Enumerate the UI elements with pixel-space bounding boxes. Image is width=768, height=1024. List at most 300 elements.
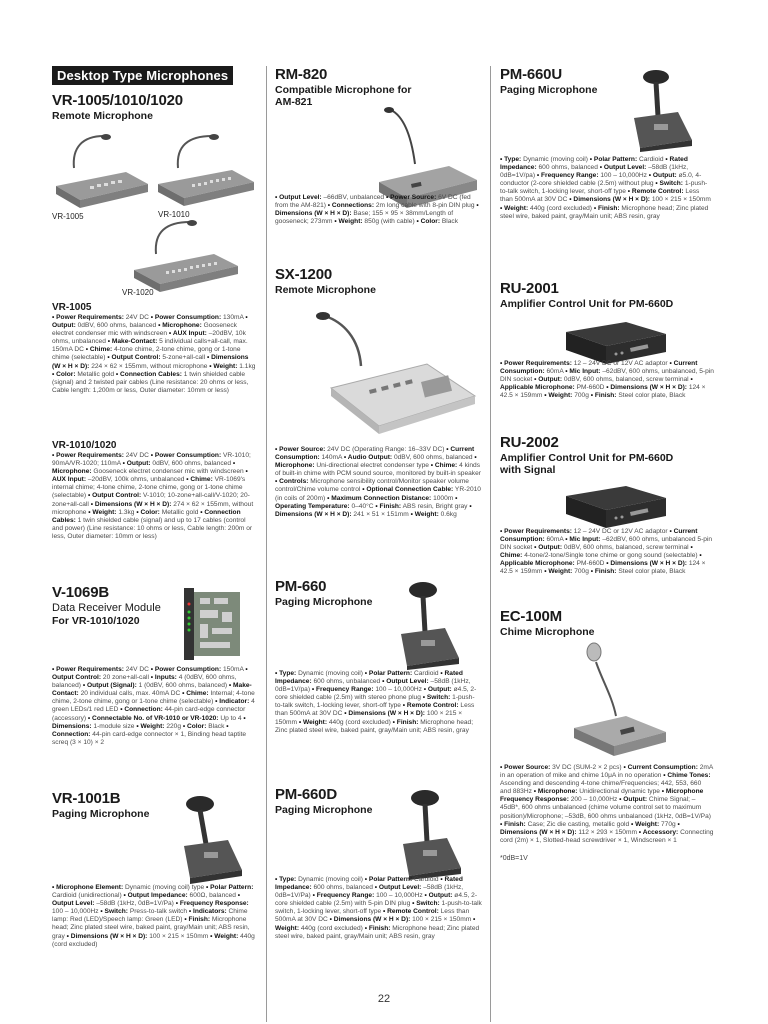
spec-label: • Weight: (88, 508, 117, 516)
spec-value: Less than 500mA at 30V DC (275, 908, 470, 924)
spec-value: Internal; 4-tone chime, 2-tone chime, gong or 1-tone chime (selectable) (52, 690, 255, 706)
product-subtitle: Chime Microphone (500, 626, 595, 638)
spec-value: 1 (0dBV, 600 ohms, balanced) (136, 682, 228, 690)
spec-label: • Color: (52, 370, 76, 378)
spec-label: • Output: (534, 376, 563, 384)
spec-value: 24V DC (123, 452, 149, 459)
spec-value: Microphone head; Zinc plated steel wire, baked paint, gray/Main unit; ABS resin, gray (275, 718, 474, 734)
spec-text (500, 764, 714, 845)
spec-value: Cardioid (412, 876, 439, 883)
product-model: VR-1001B (52, 790, 121, 807)
spec-value: 0dBV, 600 ohms, balanced (150, 460, 231, 468)
spec-label: • Dimensions (W × H × D): (275, 502, 472, 518)
spec-label: • Remote Control: (402, 702, 459, 710)
spec-label: • Chime Tones: (663, 772, 711, 780)
spec-value: 440g (cord excluded) (299, 924, 363, 932)
spec-value: 1.1kg (237, 362, 256, 370)
spec-label: • Output: (534, 544, 563, 552)
ru2002-photo (560, 478, 670, 532)
spec-label: • Operating Temperature: (275, 494, 458, 510)
spec-label: • Microphone: (275, 454, 477, 470)
spec-label: • Power Consumption: (150, 314, 222, 321)
spec-label: • Power Consumption: (150, 452, 222, 459)
spec-label: • Switch: (100, 908, 128, 916)
spec-label: • Switch: (412, 900, 440, 908)
product-sx1200 (275, 266, 482, 296)
spec-label: • Current Consumption: (623, 764, 698, 771)
spec-value: 24V DC (Operating Range: 16–33V DC) (325, 446, 445, 453)
spec-value: 600 ohms, balanced (536, 164, 598, 172)
spec-value: 4 green LEDs/1 red LED (52, 698, 255, 714)
spec-sx1200 (275, 446, 482, 519)
spec-value: Less than 500mA at 30V DC (500, 188, 700, 204)
spec-value: –58dB (1kHz, 0dB=1V/pa) (275, 678, 471, 694)
spec-label: • Dimensions: (52, 714, 246, 730)
spec-value: Cardioid (unidirectional) (52, 892, 122, 900)
spec-value: 6V DC (fed from the AM-821) (275, 194, 471, 210)
spec-label: • Power Source: (385, 194, 437, 201)
spec-label: • Weight: (334, 218, 363, 226)
spec-value: 100 – 10,000Hz (52, 908, 99, 916)
spec-heading: VR-1005 (52, 302, 92, 313)
spec-label: • Power Requirements: (52, 314, 124, 321)
pm660d-photo (387, 788, 467, 880)
spec-label: • Finish: (593, 204, 620, 212)
spec-value: 1-push-to-talk switch, 1-locking lever, short-off type (275, 900, 482, 916)
spec-label: • Weight: (630, 820, 660, 828)
spec-label: • Output Level: (599, 164, 647, 172)
spec-value: Ascending and descending 4-tone chime/Frequencies; 442, 553, 660 and 883Hz (500, 780, 702, 796)
spec-label: • Polar Pattern: (364, 876, 413, 883)
spec-vr1010-1020 (52, 440, 257, 541)
spec-label: • Dimensions (W × H × D): (52, 354, 249, 370)
spec-value: Gooseneck electret condenser mic with windscreen (91, 468, 244, 476)
product-subtitle: Compatible Microphone for AM-821 (275, 84, 412, 108)
spec-value: 12 – 24V DC or 12V AC adaptor (571, 528, 668, 535)
spec-value: 100 – 10,000Hz (373, 686, 422, 694)
spec-label: • Frequency Range: (311, 686, 374, 694)
product-model: RU-2001 (500, 280, 559, 297)
spec-label: • Remote Control: (383, 908, 439, 916)
spec-label: • Output Level: (275, 194, 322, 201)
spec-value: 440g (cord excluded) (528, 204, 592, 212)
product-subtitle: Remote Microphone (52, 110, 153, 122)
spec-label: • Output: (619, 796, 648, 804)
spec-text (275, 876, 482, 941)
spec-label: • Switch: (422, 694, 451, 702)
spec-label: • AUX Input: (168, 330, 207, 338)
sx1200-photo (309, 304, 479, 440)
spec-label: • Color: (136, 508, 160, 516)
spec-value: 241 × 51 × 151mm (351, 510, 409, 518)
spec-label: • Output Level: (52, 892, 241, 908)
spec-label: • Dimensions (W × H × D): (500, 820, 680, 836)
vr1005-photo (52, 128, 152, 214)
spec-value: 100 × 215 × 150mm (650, 196, 711, 204)
spec-label: • Power Requirements: (52, 666, 124, 673)
spec-text (500, 156, 714, 221)
product-model: RM-820 (275, 66, 328, 83)
spec-value: Chime lamp: Red (LED)/Speech lamp: Green (LED) (52, 908, 248, 924)
spec-value: Microphone head; Zinc plated steel wire, baked paint, gray/Main unit; ABS resin, gray (275, 924, 480, 940)
spec-label: • Polar Pattern: (589, 156, 638, 163)
product-subtitle: Paging Microphone (500, 84, 598, 96)
spec-label: • Weight: (544, 568, 573, 576)
spec-value: PM-660D (574, 560, 605, 568)
spec-value: Steel color plate, Black (616, 392, 686, 400)
spec-label: • Output: (122, 460, 151, 468)
spec-label: • Current Consumption: (500, 360, 698, 376)
spec-label: • Weight: (544, 392, 573, 400)
column-2 (275, 66, 482, 984)
product-ec100m (500, 608, 714, 638)
spec-label: • AUX Input: (52, 468, 248, 484)
spec-text (275, 446, 482, 519)
spec-label: • Power Requirements: (500, 528, 572, 535)
spec-value: 1.3kg (116, 508, 135, 516)
spec-value: 0dBV, 600 ohms, balanced, screw terminal (562, 376, 689, 384)
spec-value: Chime Signal; –45dB*, 600 ohms unbalanced (chime volume control set to maximum position)/Microphone; –53dB, 600 ohms unbalanced (1kHz, 0dB=1V/Pa) (500, 796, 711, 820)
spec-label: • Frequency Response: (175, 900, 249, 908)
spec-value: 274 × 62 × 155mm, without microphone (52, 500, 254, 516)
spec-label: • Indicators: (188, 908, 227, 916)
spec-label: • Output Level: (382, 678, 429, 686)
spec-label: • Dimensions (W × H × D): (606, 560, 687, 568)
spec-label: • Dimensions (W × H × D): (329, 916, 411, 924)
spec-heading: VR-1010/1020 (52, 440, 117, 451)
spec-value: 440g (cord excluded) (327, 718, 391, 726)
spec-value: 2m long cable with 8-pin DIN plug (374, 202, 475, 210)
product-ru2002 (500, 434, 714, 476)
caption-vr1020: VR-1020 (122, 288, 154, 297)
spec-value: 440g (cord excluded) (52, 932, 255, 948)
spec-value: 4-tone chime, 2-tone chime, gong or 1-tone chime (selectable) (52, 346, 241, 362)
spec-label: • Mic Input: (565, 536, 601, 544)
product-subtitle: Data Receiver Module (52, 602, 161, 614)
spec-label: • Applicable Microphone: (500, 552, 702, 568)
spec-label: • Chime: (85, 346, 113, 354)
spec-label: • Polar Pattern: (206, 884, 254, 891)
spec-label: • Output (Signal): (82, 682, 137, 690)
spec-value: 112 × 293 × 150mm (576, 828, 637, 836)
spec-ru2001 (500, 360, 714, 400)
spec-value: 44-pin card-edge connector (accessory) (52, 706, 246, 722)
spec-value: Connecting cord (2m) × 1, Slotted-head screwdriver × 1, Windscreen × 1 (500, 828, 714, 844)
spec-value: 150mA (221, 666, 244, 673)
spec-value: Dynamic (moving coil) type (123, 884, 205, 891)
caption-vr1005: VR-1005 (52, 212, 84, 221)
spec-value: 220g (164, 722, 182, 730)
spec-pm660 (275, 670, 482, 735)
spec-value: Cardioid (637, 156, 664, 163)
spec-value: ø4.5, 2-core shielded cable (2.5m) with stereo phone plug (275, 686, 477, 702)
spec-value: 124 × 42.5 × 159mm (500, 384, 706, 400)
spec-value: PM-660D (574, 384, 605, 392)
spec-label: • Connection: (52, 722, 229, 738)
caption-vr1010: VR-1010 (158, 210, 190, 219)
spec-value: 1 twin shielded cable (signal) and 2 twisted pair cables (Line resistance: 20 ohms or less, Cable length: 1,200m or less, Outer diameter: 10mm or less) (52, 370, 249, 394)
spec-value: –58dB (1kHz, 0dB=1V/pa) (500, 164, 689, 180)
spec-value: 1 twin shielded cable (signal) and up to 17 cables (control and power) (Line resistance: 10 ohms or less, Cable length: 200m or less, Outer diameter: 10mm or less) (52, 516, 253, 540)
spec-label: • Finish: (590, 568, 617, 576)
spec-label: • Finish: (184, 916, 211, 924)
footnote: *0dB=1V (500, 854, 528, 862)
product-ru2001 (500, 280, 714, 310)
spec-label: • Remote Control: (627, 188, 684, 196)
product-subtitle: Paging Microphone (52, 808, 150, 820)
spec-value: Metallic gold (75, 370, 115, 378)
spec-label: • Rated Impedance: (275, 876, 463, 892)
spec-label: • Dimensions (W × H × D): (344, 710, 426, 718)
product-model: V-1069B (52, 584, 109, 601)
spec-value: –66dBV, unbalanced (321, 194, 385, 201)
spec-label: • Weight: (298, 718, 328, 726)
spec-label: • Output Control: (87, 492, 142, 500)
spec-label: • Indicator: (215, 698, 250, 706)
spec-vr1001b (52, 884, 257, 949)
spec-value: Base; 155 × 95 × 38mm/Length of gooseneck; 273mm (275, 210, 454, 226)
spec-label: • Type: (275, 876, 297, 883)
spec-label: • Microphone Element: (52, 884, 124, 891)
spec-value: 0dBV, 600 ohms, balanced (75, 322, 157, 330)
spec-value: 224 × 62 × 155mm, without microphone (89, 362, 208, 370)
spec-value: Cardioid (412, 670, 439, 677)
spec-label: • Finish: (375, 502, 402, 510)
spec-value: 2mA in an operation of mike and chime 10μA in no operation (500, 764, 713, 780)
spec-text (52, 666, 257, 747)
spec-value: –62dBV, 600 ohms, unbalanced, 5-pin DIN socket (500, 368, 714, 384)
spec-label: • Weight: (275, 916, 476, 932)
spec-label: • Finish: (392, 718, 419, 726)
spec-label: • Connection Cables: (52, 508, 241, 524)
spec-value: 60mA (544, 536, 564, 544)
spec-label: • Microphone: (52, 460, 236, 476)
spec-value: 5-zone+all-call (160, 354, 206, 362)
spec-label: • Power Source: (275, 446, 326, 453)
spec-value: Less than 500mA at 30V DC (275, 702, 475, 718)
product-rm820 (275, 66, 482, 108)
spec-value: –58dB (1kHz, 0dB=1V/Pa) (275, 884, 464, 900)
spec-label: • Weight: (136, 722, 165, 730)
spec-value: 100 × 215 × 150mm (275, 710, 463, 726)
spec-label: • Power Source: (500, 764, 551, 771)
spec-value: 1000m (431, 494, 454, 502)
spec-value: 0dBV, 600 ohms, balanced (392, 454, 473, 462)
spec-label: • Current Consumption: (500, 528, 698, 544)
spec-value: Press-to-talk switch (128, 908, 187, 916)
spec-value: 12 – 24V DC or 12V AC adaptor (571, 360, 668, 367)
spec-value: Microphone head; Zinc plated steel wire, baked paint, gray/Main unit; ABS resin, gray (500, 204, 709, 220)
spec-label: • Applicable Microphone: (500, 376, 693, 392)
spec-value: –58dB (1kHz, 0dB=1V/Pa) (94, 900, 174, 908)
spec-label: • Weight: (209, 362, 238, 370)
pm660u-photo (618, 68, 698, 152)
spec-label: • Mic Input: (565, 368, 601, 376)
spec-label: • Connection: (120, 706, 163, 714)
spec-label: • Output Impedance: (123, 892, 188, 900)
spec-v1069b (52, 666, 257, 747)
spec-ru2002 (500, 528, 714, 577)
spec-label: • Connectable No. of VR-1010 or VR-1020: (87, 714, 219, 722)
spec-label: • Output: (424, 892, 453, 900)
spec-value: 24V DC (123, 314, 149, 321)
spec-rm820 (275, 194, 482, 226)
spec-text (52, 452, 257, 541)
spec-label: • Color: (182, 722, 207, 730)
spec-text (500, 360, 714, 400)
spec-label: • Microphone: (158, 322, 202, 330)
spec-value: Black (440, 218, 459, 226)
spec-value: 200 – 10,000Hz (568, 796, 618, 804)
spec-value: 100 – 10,000Hz (598, 172, 647, 180)
product-subtitle: Amplifier Control Unit for PM-660D with Signal (500, 452, 674, 476)
spec-label: • Power Requirements: (500, 360, 572, 367)
spec-value: 850g (with cable) (362, 218, 415, 226)
spec-label: • Make-Contact: (52, 682, 252, 698)
spec-text (52, 314, 257, 395)
spec-value: Steel color plate, Black (616, 568, 686, 576)
spec-label: • Output Level: (374, 884, 422, 892)
spec-value: Microphone head; Zinc plated steel wire, baked paint, gray/Main unit; ABS resin, gray (52, 916, 250, 940)
spec-value: 100 × 215 × 150mm (147, 932, 209, 940)
spec-value: 5 individual calls+all-call, max. 150mA DC (52, 338, 248, 354)
spec-text (500, 528, 714, 577)
spec-value: 1-push-to-talk switch, 1-locking lever, short-off type (275, 694, 475, 710)
spec-value: 600Ω, balanced (187, 892, 236, 900)
spec-value: 600 ohms, unbalanced (311, 678, 381, 686)
spec-label: • Frequency Range: (536, 172, 599, 180)
page-number: 22 (377, 993, 391, 1005)
spec-value: 0dBV, 600 ohms, balanced, screw terminal (562, 544, 689, 552)
spec-label: • Finish: (590, 392, 617, 400)
column-divider (266, 66, 267, 1022)
spec-value: 770g (659, 820, 676, 828)
spec-value: ø5.0, 4-conductor (2-core shielded cable (2.5m) without plug (500, 172, 702, 188)
spec-ec100m (500, 764, 714, 862)
spec-label: • Chime: (186, 476, 213, 484)
spec-label: • Chime: (500, 544, 693, 560)
spec-label: • Controls: (275, 478, 309, 486)
spec-value: 60mA (544, 368, 564, 376)
spec-value: Up to 4 (218, 714, 242, 722)
v1069b-module-photo (178, 584, 248, 664)
product-model: PM-660 (275, 578, 327, 595)
spec-label: • Output: (648, 172, 677, 180)
spec-value: –20dBV, 10k ohms, unbalanced (52, 330, 246, 346)
spec-value: 0–40°C (349, 502, 374, 510)
spec-value: 140mA (319, 454, 343, 462)
spec-value: 20 individual calls, max. 40mA DC (78, 690, 181, 698)
spec-value: ABS resin, Bright gray (401, 502, 468, 510)
spec-label: • Dimensions (W × H × D): (569, 196, 651, 204)
spec-label: • Type: (275, 670, 297, 677)
product-model: RU-2002 (500, 434, 559, 451)
spec-label: • Dimensions (W × H × D): (606, 384, 687, 392)
spec-label: • Chime: (430, 462, 458, 470)
spec-label: • Color: (416, 218, 441, 226)
spec-value: Microphone sensibility control/Monitor speaker volume control/Chime volume control (275, 478, 469, 494)
spec-label: • Dimensions (W × H × D): (90, 500, 172, 508)
spec-value: 100 – 10,000Hz (374, 892, 423, 900)
spec-value: Metallic gold (159, 508, 199, 516)
spec-value: Uni-directional electret condenser type (314, 462, 429, 470)
spec-value: 20 zone+all-call (101, 674, 149, 682)
vr1020-photo (130, 216, 240, 296)
spec-value: 700g (572, 392, 589, 400)
spec-value: 24V DC (123, 666, 149, 673)
product-subtitle: Paging Microphone (275, 596, 373, 608)
spec-label: • Weight: (500, 204, 529, 212)
column-divider (490, 66, 491, 1022)
spec-value: 130mA (221, 314, 244, 321)
spec-value: 1-module size (91, 722, 135, 730)
spec-value: 600 ohms, balanced (311, 884, 373, 892)
column-1 (52, 66, 257, 984)
spec-value: 44-pin card-edge connector × 1, Binding head taptite screq (3 × 10) × 2 (52, 730, 247, 746)
spec-value: 4-tone/2-tone/Single tone chime or gong sound (selectable) (522, 552, 698, 560)
spec-label: • Polar Pattern: (364, 670, 413, 677)
spec-pm660d (275, 876, 482, 941)
spec-label: • Optional Connection Cable: (362, 486, 454, 494)
spec-value: Dynamic (moving coil) (296, 670, 363, 677)
product-subtitle-2: For VR-1010/1020 (52, 615, 140, 627)
spec-label: • Output: (423, 686, 452, 694)
product-model: SX-1200 (275, 266, 332, 283)
spec-label: • Finish: (500, 820, 526, 828)
spec-label: • Output: (52, 314, 248, 330)
column-3 (500, 66, 714, 984)
product-model: EC-100M (500, 608, 562, 625)
spec-value: Black (206, 722, 225, 730)
spec-label: • Rated Impedance: (275, 670, 463, 686)
spec-label: • Maximum Connection Distance: (327, 494, 432, 502)
spec-value: Case; Zic die casting, metallic gold (525, 820, 630, 828)
vr1010-photo (154, 128, 256, 214)
spec-label: • Audio Output: (343, 454, 393, 462)
section-title: Desktop Type Microphones (52, 66, 233, 85)
vr1001b-photo (170, 794, 250, 884)
spec-label: • Weight: (210, 932, 239, 940)
spec-value: Unidirectional dynamic type (577, 788, 660, 796)
spec-value: Dynamic (moving coil) (296, 876, 363, 883)
spec-value: 0.6kg (438, 510, 457, 518)
spec-pm660u (500, 156, 714, 221)
spec-value: V-1010; 10-zone+all-call/V-1020; 20-zone+all-call (52, 492, 250, 508)
spec-value: 3V DC (SUM-2 × 2 pcs) (550, 764, 622, 771)
spec-value: 4 (0dBV, 600 ohms, balanced) (52, 674, 237, 690)
spec-value: ø4.5, 2-core shielded cable (2.5m) with 5-pin DIN plug (275, 892, 478, 908)
spec-label: • Rated Impedance: (500, 156, 688, 172)
spec-text (275, 194, 482, 226)
spec-vr1005 (52, 302, 257, 395)
spec-label: • Connection Cables: (115, 370, 182, 378)
spec-value: –62dBV, 600 ohms, unbalanced 5-pin DIN socket (500, 536, 713, 552)
spec-label: • Make-Contact: (107, 338, 158, 346)
spec-label: • Microphone Frequency Response: (500, 788, 704, 804)
spec-label: • Power Consumption: (150, 666, 222, 673)
spec-value: 1-push-to-talk switch, 1-locking lever, short-off type (500, 180, 708, 196)
spec-label: • Current Consumption: (275, 446, 475, 462)
spec-value: 4 kinds of built-in chime with PCM sound source, monitored by built-in speaker (275, 462, 481, 478)
spec-label: • Inputs: (150, 674, 177, 682)
spec-label: • Finish: (364, 924, 391, 932)
spec-text (275, 670, 482, 735)
spec-label: • Type: (500, 156, 522, 163)
product-model: PM-660D (275, 786, 337, 803)
spec-value: YR-2010 (in coils of 200m) (275, 486, 481, 502)
spec-value: VR-1010; 90mA/VR-1020; 110mA (52, 452, 251, 468)
spec-label: • Output Control: (107, 354, 161, 362)
